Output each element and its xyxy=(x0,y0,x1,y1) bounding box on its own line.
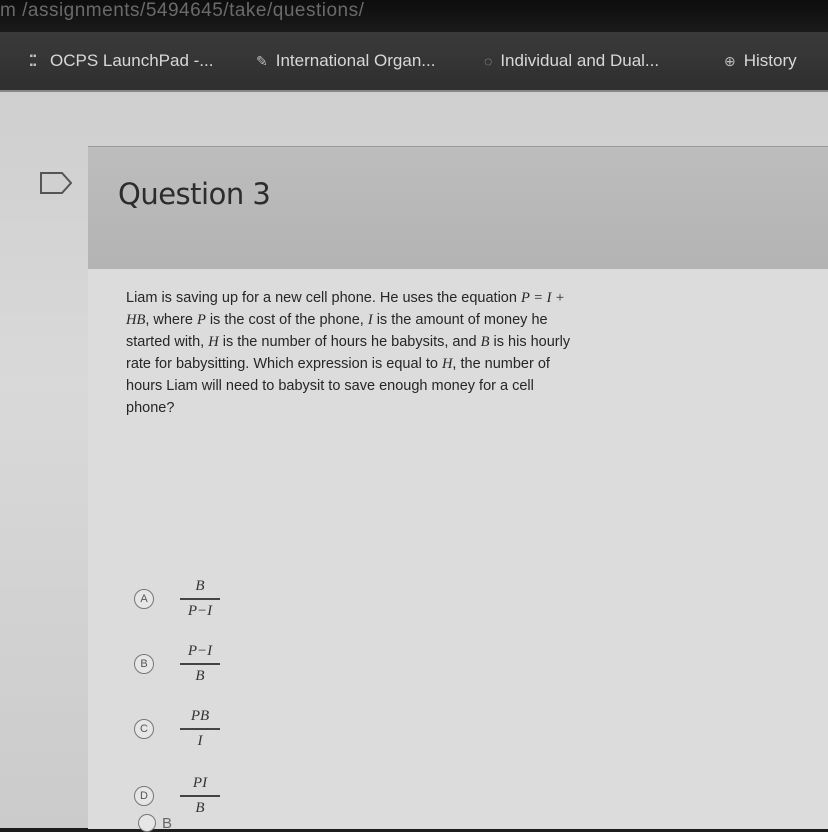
fraction-denominator: B xyxy=(195,667,205,684)
fraction-numerator: B xyxy=(195,578,205,595)
bookmark-label: History xyxy=(743,51,797,70)
loading-dots-icon: ◌ xyxy=(484,53,493,69)
answer-radio[interactable] xyxy=(138,814,156,832)
bookmarks-bar xyxy=(0,32,828,92)
prompt-text: , where xyxy=(145,312,197,328)
globe-icon: ⊕ xyxy=(724,52,736,69)
question-title: Question 3 xyxy=(118,177,271,211)
address-bar[interactable] xyxy=(0,0,828,32)
fraction-numerator: PB xyxy=(190,708,210,725)
pen-icon: ✎ xyxy=(256,52,268,69)
bookmark-international-organ[interactable] xyxy=(256,46,435,76)
prompt-text: is the cost of the phone, xyxy=(205,312,368,328)
option-a-fraction xyxy=(180,578,220,620)
fraction-denominator: B xyxy=(195,799,205,816)
prompt-text: is his hourly rate for babysitting. Which expression is equal to xyxy=(126,334,571,372)
quiz-page xyxy=(0,92,828,832)
option-a-radio[interactable]: A xyxy=(134,589,154,609)
url-text: m /assignments/5494645/take/questions/ xyxy=(0,0,365,21)
option-b-fraction xyxy=(180,643,220,685)
prompt-variable: H xyxy=(441,356,453,372)
prompt-variable: I xyxy=(367,312,373,328)
prompt-text: is the amount of money he started with, xyxy=(126,312,548,350)
bookmark-label: Individual and Dual... xyxy=(500,51,660,70)
option-d-fraction xyxy=(180,775,220,817)
prompt-variable: H xyxy=(208,334,219,350)
question-header xyxy=(88,146,828,271)
bookmark-history[interactable] xyxy=(724,46,797,76)
option-c-radio[interactable]: C xyxy=(134,719,154,739)
option-a[interactable] xyxy=(134,569,220,629)
flag-question-icon[interactable] xyxy=(40,172,72,194)
question-prompt xyxy=(126,287,586,419)
prompt-variable: P xyxy=(196,312,206,328)
option-c-fraction xyxy=(180,708,220,750)
bookmark-label: OCPS LaunchPad -... xyxy=(50,51,214,70)
prompt-text: , the number of hours Liam will need to babysit to save enough money for a cell phone? xyxy=(126,356,550,416)
prompt-text: is the number of hours he babysits, and xyxy=(218,334,481,350)
app-grid-icon: ▪▪ ▪▪ xyxy=(29,51,37,71)
answer-choice[interactable] xyxy=(138,814,172,832)
prompt-text: Liam is saving up for a new cell phone. He uses the equation xyxy=(126,290,521,306)
fraction-denominator: I xyxy=(197,732,203,749)
option-d-radio[interactable]: D xyxy=(134,786,154,806)
question-body xyxy=(88,269,828,832)
option-c[interactable] xyxy=(134,699,220,759)
bookmark-individual-and-dual[interactable] xyxy=(484,46,659,76)
fraction-denominator: P−I xyxy=(187,602,213,619)
bookmark-ocps-launchpad[interactable] xyxy=(24,46,213,76)
bookmark-label: International Organ... xyxy=(275,51,436,70)
fraction-numerator: PI xyxy=(192,775,208,792)
answer-choice-label: B xyxy=(162,814,173,832)
prompt-variable: B xyxy=(480,334,490,350)
prompt-equation: P = I + HB xyxy=(126,290,565,328)
option-b[interactable] xyxy=(134,634,220,694)
fraction-numerator: P−I xyxy=(187,643,213,660)
option-b-radio[interactable]: B xyxy=(134,654,154,674)
